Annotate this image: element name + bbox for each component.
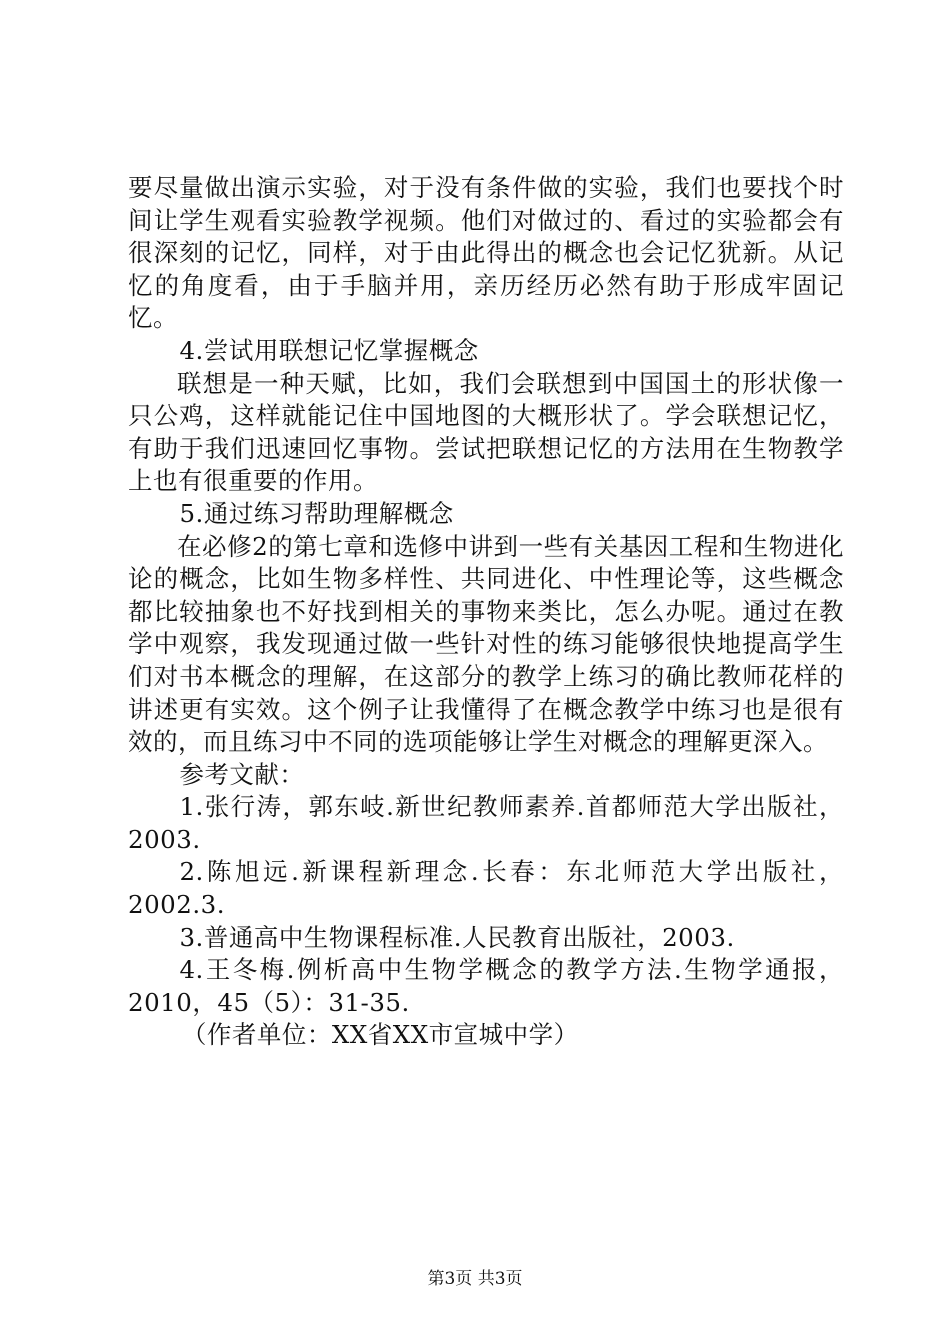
author-affiliation: （作者单位：XX省XX市宣城中学） [181,1020,579,1050]
body-paragraph: 要尽量做出演示实验，对于没有条件做的实验，我们也要找个时间让学生观看实验教学视频。他们对做过的、看过的实验都会有很深刻的记忆，同样，对于由此得出的概念也会记忆犹新。从记忆的角度看，由于手脑并用，亲历经历必然有助于形成牢固记忆。 [128,173,844,333]
reference-item: 2.陈旭远.新课程新理念.长春：东北师范大学出版社，2002.3. [128,857,844,920]
section-heading: 4.尝试用联想记忆掌握概念 [179,335,479,365]
references-heading: 参考文献： [179,759,305,789]
page-indicator: 第3页 共3页 [427,1269,523,1289]
body-paragraph: 在必修2的第七章和选修中讲到一些有关基因工程和生物进化论的概念，比如生物多样性、共同进化、中性理论等，这些概念都比较抽象也不好找到相关的事物来类比，怎么办呢。通过在教学中观察，我发现通过做一些针对性的练习能够很快地提高学生们对书本概念的理解，在这部分的教学上练习的确比教师花样的讲述更有实效。这个例子让我懂得了在概念教学中练习也是很有效的，而且练习中不同的选项能够让学生对概念的理解更深入。 [128,531,844,757]
body-paragraph: 联想是一种天赋，比如，我们会联想到中国国土的形状像一只公鸡，这样就能记住中国地图的大概形状了。学会联想记忆，有助于我们迅速回忆事物。尝试把联想记忆的方法用在生物教学上也有很重要的作用。 [128,368,844,496]
section-heading: 5.通过练习帮助理解概念 [179,498,454,528]
page-footer [0,1268,950,1290]
document-body [128,172,844,1052]
reference-item: 1.张行涛，郭东岐.新世纪教师素养.首都师范大学出版社，2003. [128,792,844,854]
reference-item: 4.王冬梅.例析高中生物学概念的教学方法.生物学通报，2010，45（5）：31-35. [128,955,844,1017]
reference-item: 3.普通高中生物课程标准.人民教育出版社，2003. [179,922,735,952]
